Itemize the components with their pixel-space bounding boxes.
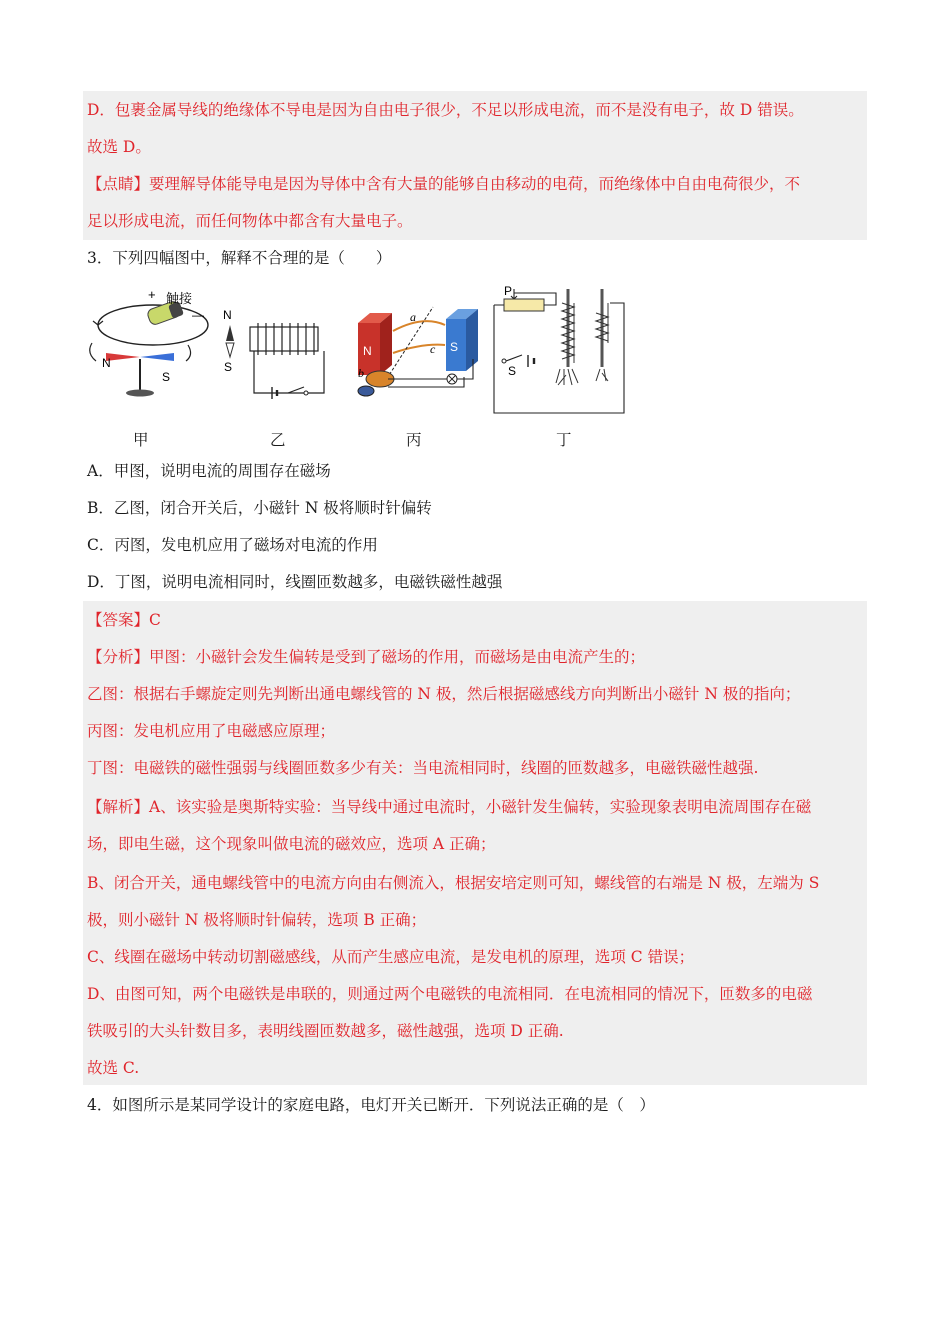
q3-analysis-line-4: 丁图：电磁铁的磁性强弱与线圈匝数多少有关：当电流相同时，线圈的匝数越多，电磁铁磁性越强. (87, 759, 759, 777)
bing-s: S (450, 340, 459, 354)
jia-contact: 触接 (166, 291, 193, 306)
q3-explain-line-3: B、闭合开关，通电螺线管中的电流方向由右侧流入，根据安培定则可知，螺线管的右端是 N 极，左端为 S (87, 874, 820, 892)
q3-explain-line-1 (87, 796, 811, 818)
bing-n: N (363, 344, 372, 358)
ding-s: S (508, 364, 517, 378)
answer-value: C (149, 611, 161, 629)
figure-bing (358, 307, 478, 396)
q3-explain-line-4: 极，则小磁针 N 极将顺时针偏转，选项 B 正确； (87, 911, 427, 929)
q3-explain-line-7: 铁吸引的大头针数目多，表明线圈匝数越多，磁性越强，选项 D 正确. (87, 1022, 564, 1040)
explain-tag: 【解析】 (87, 798, 150, 816)
prev-tip-line-2: 足以形成电流，而任何物体中都含有大量电子。 (87, 212, 413, 230)
q3-option-b: B．乙图，闭合开关后，小磁针 N 极将顺时针偏转 (87, 499, 432, 517)
q3-stem: 3．下列四幅图中，解释不合理的是（ ） (87, 249, 392, 267)
prev-tip-line-1 (87, 173, 800, 195)
jia-plus: + (148, 287, 156, 302)
analysis-tag: 【分析】 (87, 648, 150, 666)
jia-s: S (162, 370, 171, 384)
q3-explain-line-5: C、线圈在磁场中转动切割磁感线，从而产生感应电流，是发电机的原理，选项 C 错误； (87, 948, 695, 966)
tip-tag: 【点睛】 (87, 175, 150, 193)
yi-s: S (224, 360, 233, 374)
yi-n: N (223, 308, 232, 322)
q3-choose-line: 故选 C. (87, 1059, 140, 1077)
caption-ding: 丁 (556, 431, 572, 449)
analysis-text-1: 甲图：小磁针会发生偏转是受到了磁场的作用，而磁场是由电流产生的； (149, 648, 646, 666)
q3-option-a: A．甲图，说明电流的周围存在磁场 (87, 462, 331, 480)
caption-bing: 丙 (406, 431, 422, 449)
figure-jia (90, 287, 208, 397)
q3-option-c: C．丙图，发电机应用了磁场对电流的作用 (87, 536, 378, 554)
q4-stem: 4．如图所示是某同学设计的家庭电路，电灯开关已断开．下列说法正确的是（ ） (87, 1096, 655, 1114)
figure-ding (494, 284, 624, 413)
q3-answer-line (87, 609, 161, 631)
bing-c: c (430, 342, 436, 356)
prev-option-d-analysis: D．包裹金属导线的绝缘体不导电是因为自由电子很少，不足以形成电流，而不是没有电子，故 D 错误。 (87, 101, 804, 119)
jia-minus: — (192, 308, 204, 322)
answer-tag: 【答案】 (87, 611, 150, 629)
bing-b: b (358, 366, 364, 380)
bing-a: a (410, 310, 416, 324)
q3-analysis-line-3: 丙图：发电机应用了电磁感应原理； (87, 722, 336, 740)
explain-text-1: A、该实验是奥斯特实验：当导线中通过电流时，小磁针发生偏转，实验现象表明电流周围存在磁 (149, 798, 812, 816)
q3-explain-line-6: D、由图可知，两个电磁铁是串联的，则通过两个电磁铁的电流相同．在电流相同的情况下，匝数多的电磁 (87, 985, 813, 1003)
q3-analysis-line-1 (87, 646, 645, 668)
q3-explain-line-2: 场，即电生磁，这个现象叫做电流的磁效应，选项 A 正确； (87, 835, 496, 853)
prev-choose-line: 故选 D。 (87, 138, 151, 156)
caption-yi: 乙 (270, 431, 286, 449)
ding-p: P (504, 284, 513, 298)
caption-jia: 甲 (133, 431, 149, 449)
figure-yi (223, 308, 324, 399)
q3-analysis-line-2: 乙图：根据右手螺旋定则先判断出通电螺线管的 N 极，然后根据磁感线方向判断出小磁针 N 极的指向； (87, 685, 801, 703)
q3-option-d: D．丁图，说明电流相同时，线圈匝数越多，电磁铁磁性越强 (87, 573, 503, 591)
jia-n: N (102, 356, 111, 370)
tip-text-1: 要理解导体能导电是因为导体中含有大量的能够自由移动的电荷，而绝缘体中自由电荷很少，不 (149, 175, 801, 193)
